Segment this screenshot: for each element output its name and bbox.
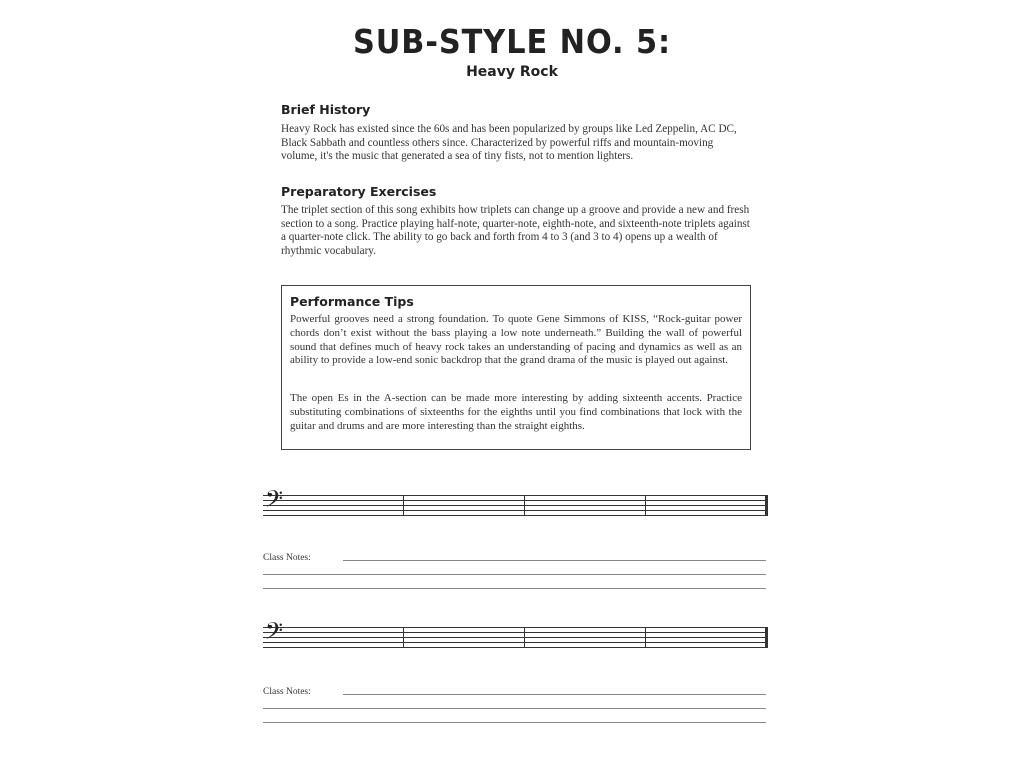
performance-tips-heading: Performance Tips	[290, 294, 414, 309]
bass-staff-2	[263, 617, 768, 650]
notes-line	[263, 708, 766, 709]
final-barline	[765, 495, 768, 516]
barline	[524, 495, 525, 516]
notes-line	[263, 574, 766, 575]
performance-tips-box	[281, 285, 751, 450]
barline	[645, 495, 646, 516]
brief-history-heading: Brief History	[281, 102, 371, 117]
brief-history-text: Heavy Rock has existed since the 60s and has been popularized by groups like Led Zeppelin, AC DC, Black Sabbath and countless others since. Characterized by powerful riffs and mountain-moving volume, it's the music that generated a sea of tiny fists, not to mention lighters.	[281, 123, 737, 163]
barline	[403, 495, 404, 516]
bass-staff-1	[263, 485, 768, 518]
preparatory-exercises-text: The triplet section of this song exhibits how triplets can change up a groove and provide a new and fresh section to a song. Practice playing half-note, quarter-note, eighth-note, and sixteenth-note triplets against a quarter-note click. The ability to go back and forth from 4 to 3 (and 3 to 4) opens up a wealth of rhythmic vocabulary.	[281, 204, 750, 257]
bass-clef-icon: 𝄢	[265, 485, 284, 518]
notes-line	[263, 722, 766, 723]
class-notes-label-2: Class Notes:	[263, 687, 311, 697]
bass-clef-icon: 𝄢	[265, 617, 284, 650]
notes-line	[343, 560, 766, 561]
performance-tips-paragraph-1: Powerful grooves need a strong foundation. To quote Gene Simmons of KISS, “Rock-guitar power chords don’t exist without the bass playing a low note underneath.” Building the wall of powerful sound that defines much of heavy rock takes an understanding of pacing and dynamics as well as an ability to provide a low-end sonic backdrop that the grand drama of the music is played out against.	[290, 313, 742, 367]
barline	[403, 627, 404, 648]
class-notes-label-1: Class Notes:	[263, 553, 311, 563]
page-title: SUB-STYLE NO. 5:	[352, 22, 672, 61]
preparatory-exercises-heading: Preparatory Exercises	[281, 184, 437, 199]
notes-line	[343, 694, 766, 695]
notes-line	[263, 588, 766, 589]
barline	[524, 627, 525, 648]
performance-tips-paragraph-2: The open Es in the A-section can be made more interesting by adding sixteenth accents. Practice substituting combinations of sixteenths for the eighths until you find combinations that lock with the guitar and drums and are more interesting than the straight eighths.	[290, 392, 742, 432]
barline	[645, 627, 646, 648]
page-subtitle: Heavy Rock	[466, 64, 558, 80]
final-barline	[765, 627, 768, 648]
